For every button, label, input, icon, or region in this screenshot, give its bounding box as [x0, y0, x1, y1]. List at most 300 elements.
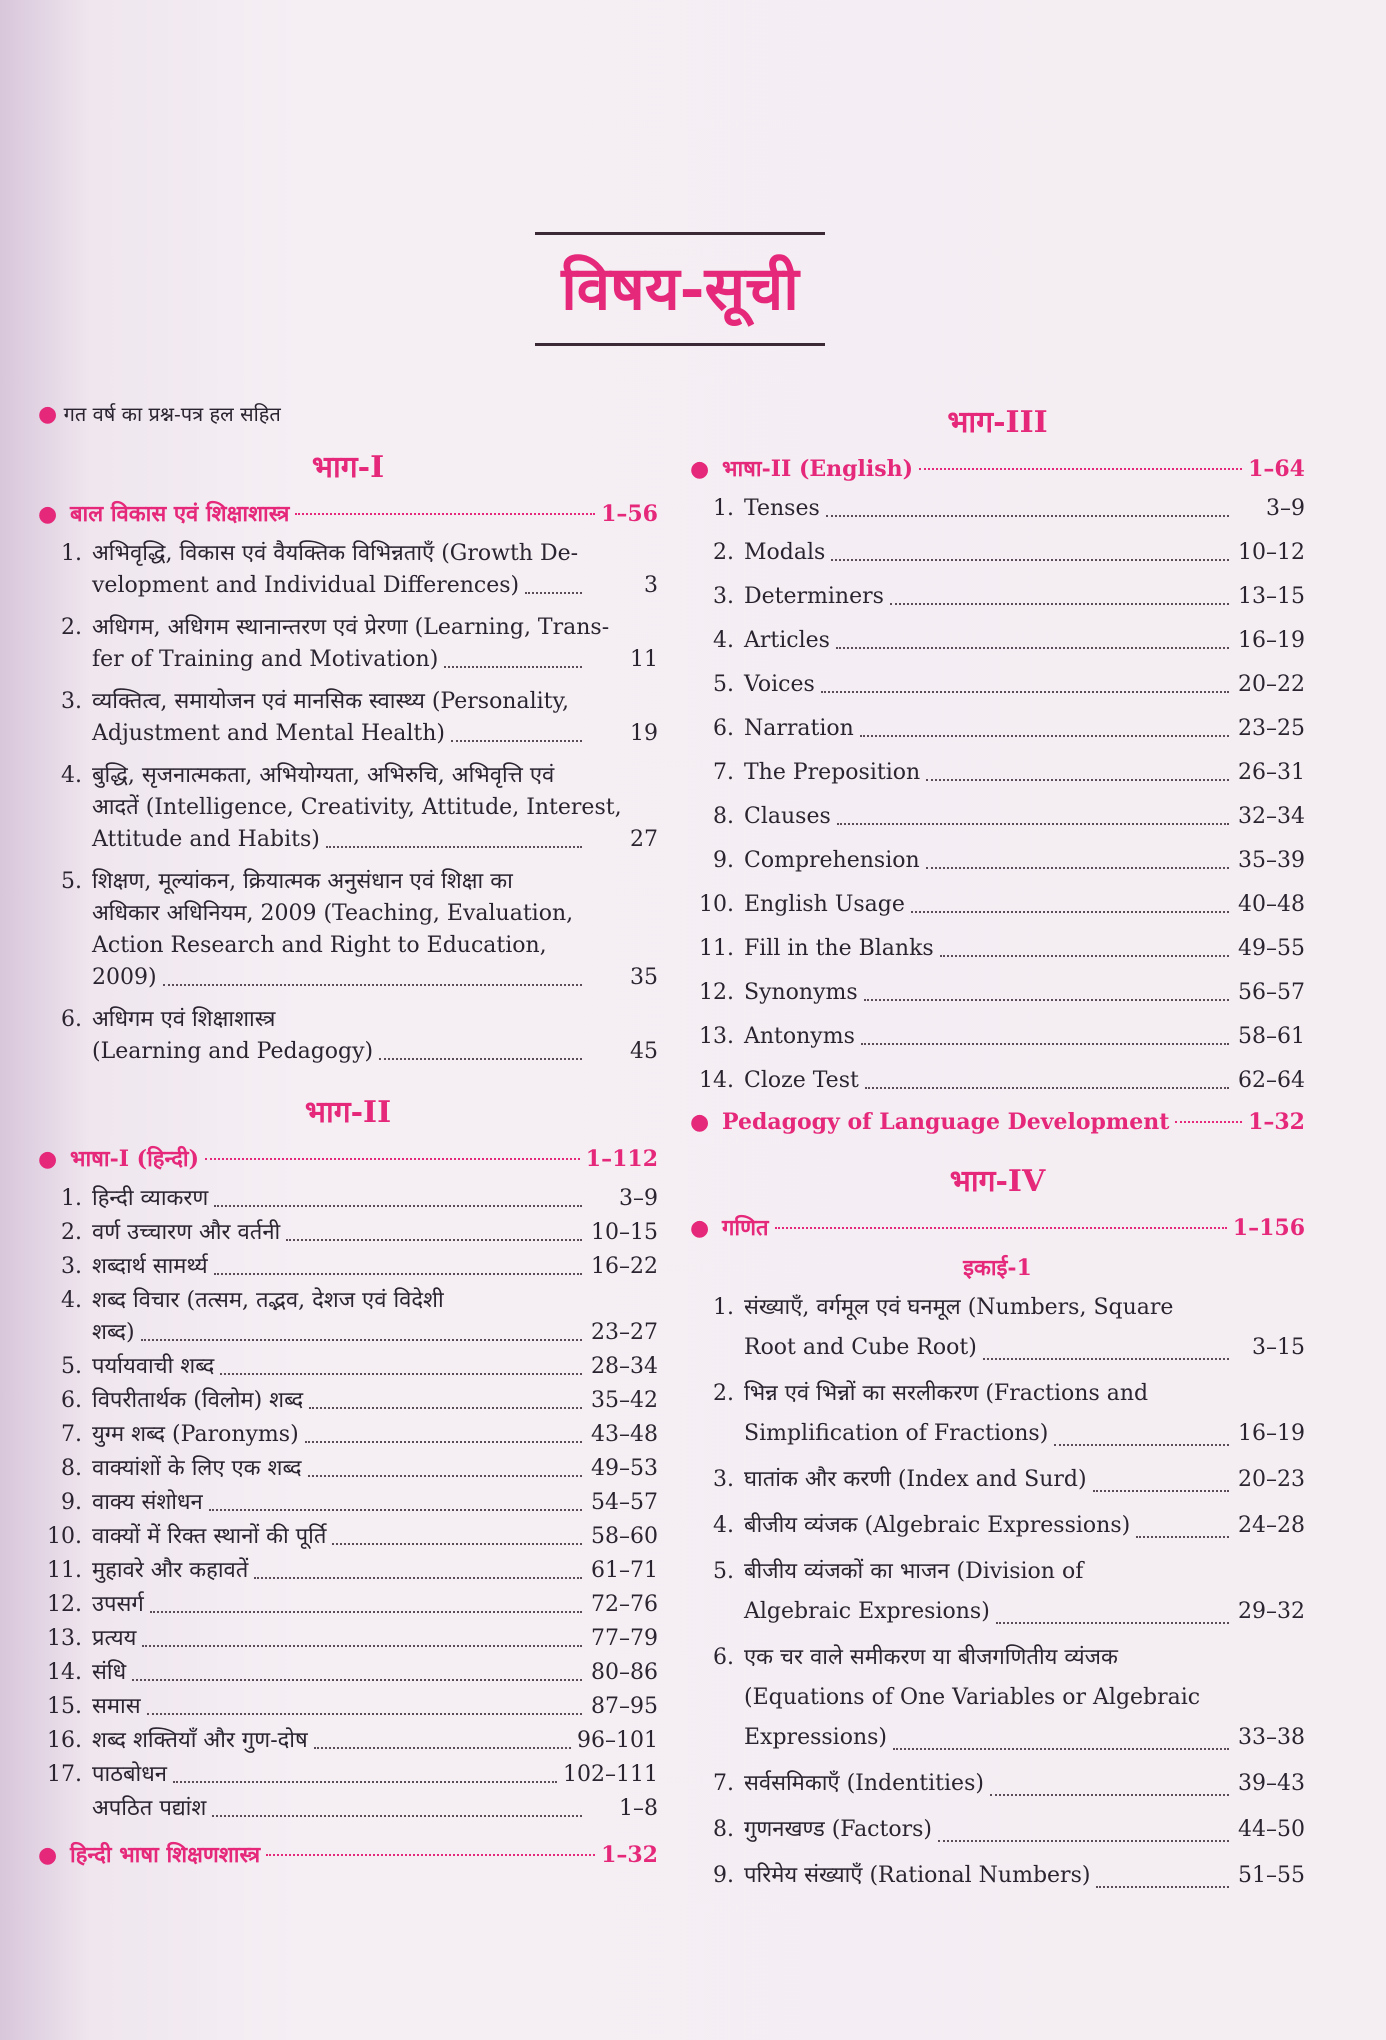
dot-leader — [983, 1358, 1229, 1360]
toc-item — [38, 1691, 658, 1723]
toc-text: वाक्यांशों के लिए एक शब्द — [92, 1456, 302, 1481]
dot-leader — [205, 1158, 580, 1160]
toc-pages: 35–39 — [1238, 848, 1305, 873]
toc-entry — [92, 866, 658, 994]
section-heading: ● गणित 1–156 — [690, 1215, 1305, 1241]
dot-leader — [775, 1227, 1227, 1229]
part-heading: भाग-III — [947, 405, 1048, 440]
toc-number: 3. — [61, 689, 82, 714]
toc-list — [690, 1288, 1305, 1896]
toc-pages: 20–23 — [1238, 1467, 1305, 1492]
toc-item — [38, 1217, 658, 1249]
toc-text: Cloze Test — [744, 1068, 859, 1093]
toc-number: 3. — [713, 1467, 734, 1492]
toc-pages: 16–22 — [591, 1254, 658, 1279]
dot-leader — [141, 1339, 582, 1341]
toc-pages: 96–101 — [577, 1728, 658, 1753]
toc-entry — [92, 1285, 658, 1349]
toc-item — [690, 889, 1305, 921]
toc-entry — [744, 933, 1305, 965]
toc-text: अधिकार अधिनियम, 2009 (Teaching, Evaluation, — [92, 901, 574, 926]
toc-number: 17. — [47, 1762, 82, 1787]
toc-pages: 35 — [630, 965, 658, 990]
dot-leader — [444, 666, 582, 668]
toc-last-line — [92, 824, 658, 856]
toc-item — [38, 1793, 658, 1825]
toc-text: शब्दार्थ सामर्थ्य — [92, 1254, 208, 1279]
toc-text: अभिवृद्धि, विकास एवं वैयक्तिक विभिन्नताएँ (Growth De- — [92, 541, 579, 566]
toc-text: Clauses — [744, 804, 831, 829]
toc-number: 12. — [47, 1592, 82, 1617]
toc-number: 6. — [713, 1645, 734, 1670]
dot-leader — [214, 1205, 582, 1207]
dot-leader — [1175, 1121, 1242, 1123]
part-heading: भाग-IV — [949, 1164, 1046, 1199]
dot-leader — [1096, 1886, 1229, 1888]
toc-text: संधि — [92, 1660, 127, 1685]
toc-pages: 49–53 — [591, 1456, 658, 1481]
toc-item — [38, 1251, 658, 1283]
title-bottom-rule — [535, 343, 825, 346]
dot-leader — [926, 779, 1229, 781]
toc-pages: 49–55 — [1238, 936, 1305, 961]
toc-entry — [92, 1453, 658, 1485]
toc-text: गुणनखण्ड (Factors) — [744, 1817, 932, 1842]
toc-text: एक चर वाले समीकरण या बीजगणितीय व्यंजक — [744, 1645, 1118, 1670]
toc-number: 6. — [61, 1007, 82, 1032]
toc-number: 13. — [47, 1626, 82, 1651]
toc-item — [38, 1004, 658, 1068]
toc-item — [38, 612, 658, 676]
toc-pages: 3–15 — [1252, 1335, 1305, 1360]
toc-number: 10. — [699, 892, 734, 917]
toc-item — [690, 537, 1305, 569]
toc-number: 10. — [47, 1524, 82, 1549]
dot-leader — [919, 468, 1242, 470]
dot-leader — [147, 1713, 582, 1715]
toc-text: बुद्धि, सृजनात्मकता, अभियोग्यता, अभिरुचि, अभिवृत्ति एवं — [92, 763, 555, 788]
toc-item — [38, 1759, 658, 1791]
toc-entry — [744, 669, 1305, 701]
dot-leader — [266, 1854, 595, 1856]
toc-text: (Equations of One Variables or Algebraic — [744, 1685, 1201, 1710]
toc-text: पाठबोधन — [92, 1762, 167, 1787]
toc-text: परिमेय संख्याएँ (Rational Numbers) — [744, 1863, 1091, 1888]
toc-entry — [92, 1419, 658, 1451]
toc-item — [38, 760, 658, 856]
toc-last-line — [744, 1460, 1305, 1500]
toc-text: युग्म शब्द (Paronyms) — [92, 1422, 299, 1447]
section-heading: ● हिन्दी भाषा शिक्षणशास्त्र 1–32 — [38, 1842, 658, 1868]
dot-leader — [861, 1043, 1229, 1045]
dot-leader — [209, 1509, 582, 1511]
dot-leader — [332, 1543, 582, 1545]
toc-number: 2. — [61, 1220, 82, 1245]
toc-pages: 62–64 — [1238, 1068, 1305, 1093]
toc-text: Modals — [744, 540, 826, 565]
toc-item — [38, 1285, 658, 1349]
toc-list — [38, 538, 658, 1068]
toc-last-line — [92, 1317, 658, 1349]
toc-last-line — [92, 570, 658, 602]
toc-pages: 58–60 — [591, 1524, 658, 1549]
toc-number: 14. — [699, 1068, 734, 1093]
toc-entry — [92, 686, 658, 750]
toc-number: 5. — [713, 1559, 734, 1584]
toc-entry — [92, 760, 658, 856]
part-heading: भाग-I — [311, 450, 385, 485]
dot-leader — [305, 1441, 582, 1443]
toc-number: 5. — [61, 1354, 82, 1379]
dot-leader — [212, 1815, 582, 1817]
toc-number: 11. — [699, 936, 734, 961]
toc-text: प्रत्यय — [92, 1626, 137, 1651]
toc-text: Tenses — [744, 496, 820, 521]
toc-entry — [92, 1759, 658, 1791]
toc-number: 3. — [61, 1254, 82, 1279]
toc-pages: 19 — [630, 721, 658, 746]
toc-entry — [92, 1217, 658, 1249]
toc-entry — [744, 1764, 1305, 1804]
bullet-icon: ● — [38, 1842, 58, 1868]
toc-item — [690, 757, 1305, 789]
bullet-icon: ● — [38, 402, 58, 427]
dot-leader — [220, 1373, 582, 1375]
bullet-icon: ● — [690, 1215, 710, 1241]
toc-entry — [744, 493, 1305, 525]
toc-item — [690, 1810, 1305, 1850]
toc-text: Expressions) — [744, 1725, 887, 1750]
dot-leader — [254, 1577, 582, 1579]
toc-item — [690, 1856, 1305, 1896]
dot-leader — [938, 1840, 1229, 1842]
toc-pages: 32–34 — [1238, 804, 1305, 829]
toc-item — [690, 1374, 1305, 1454]
toc-item — [38, 1521, 658, 1553]
toc-pages: 16–19 — [1238, 1421, 1305, 1446]
section-heading: ● भाषा-II (English) 1–64 — [690, 456, 1305, 482]
toc-pages: 61–71 — [591, 1558, 658, 1583]
toc-text: आदतें (Intelligence, Creativity, Attitude, Interest, — [92, 795, 622, 820]
toc-text: Comprehension — [744, 848, 920, 873]
toc-pages: 77–79 — [591, 1626, 658, 1651]
toc-number: 1. — [713, 496, 734, 521]
toc-item — [690, 1764, 1305, 1804]
toc-item — [690, 1288, 1305, 1368]
toc-entry — [92, 1623, 658, 1655]
toc-item — [690, 845, 1305, 877]
toc-pages: 44–50 — [1238, 1817, 1305, 1842]
toc-pages: 20–22 — [1238, 672, 1305, 697]
toc-entry — [744, 1552, 1305, 1632]
dot-leader — [1136, 1536, 1229, 1538]
toc-entry — [744, 537, 1305, 569]
dot-leader — [890, 603, 1229, 605]
dot-leader — [326, 846, 582, 848]
toc-pages: 40–48 — [1238, 892, 1305, 917]
toc-pages: 102–111 — [563, 1762, 658, 1787]
toc-item — [38, 1385, 658, 1417]
toc-pages: 39–43 — [1238, 1771, 1305, 1796]
toc-item — [38, 1487, 658, 1519]
dot-leader — [163, 984, 582, 986]
toc-item — [38, 1589, 658, 1621]
bullet-icon: ● — [38, 501, 58, 527]
toc-entry — [744, 977, 1305, 1009]
toc-pages: 16–19 — [1238, 628, 1305, 653]
toc-last-line — [744, 1856, 1305, 1896]
toc-number: 9. — [61, 1490, 82, 1515]
toc-entry — [744, 845, 1305, 877]
toc-last-line — [744, 1592, 1305, 1632]
toc-last-line — [744, 1764, 1305, 1804]
toc-text: घातांक और करणी (Index and Surd) — [744, 1467, 1087, 1492]
dot-leader — [295, 513, 595, 515]
dot-leader — [173, 1781, 557, 1783]
toc-number: 7. — [61, 1422, 82, 1447]
dot-leader — [451, 740, 582, 742]
toc-item — [38, 538, 658, 602]
toc-entry — [92, 538, 658, 602]
toc-text: मुहावरे और कहावतें — [92, 1558, 249, 1583]
toc-pages: 3–9 — [1266, 496, 1305, 521]
dot-leader — [132, 1679, 582, 1681]
toc-last-line — [744, 1328, 1305, 1368]
toc-text: Synonyms — [744, 980, 858, 1005]
toc-text: विपरीतार्थक (विलोम) शब्द — [92, 1388, 304, 1413]
dot-leader — [831, 559, 1229, 561]
dot-leader — [911, 911, 1229, 913]
toc-pages: 13–15 — [1238, 584, 1305, 609]
toc-text: भिन्न एवं भिन्नों का सरलीकरण (Fractions and — [744, 1381, 1149, 1406]
toc-text: (Learning and Pedagogy) — [92, 1039, 374, 1064]
toc-pages: 27 — [630, 827, 658, 852]
toc-number: 6. — [713, 716, 734, 741]
toc-last-line — [744, 1414, 1305, 1454]
toc-text: Action Research and Right to Education, — [92, 933, 547, 958]
toc-number: 7. — [713, 1771, 734, 1796]
toc-item — [690, 1065, 1305, 1097]
bullet-icon: ● — [690, 1109, 710, 1135]
toc-number: 6. — [61, 1388, 82, 1413]
toc-item — [38, 1453, 658, 1485]
section-heading: ● बाल विकास एवं शिक्षाशास्त्र 1–56 — [38, 501, 658, 527]
dot-leader — [826, 515, 1229, 517]
toc-entry — [92, 1004, 658, 1068]
toc-text: पर्यायवाची शब्द — [92, 1354, 215, 1379]
toc-text: English Usage — [744, 892, 905, 917]
toc-pages: 10–15 — [591, 1220, 658, 1245]
toc-number: 13. — [699, 1024, 734, 1049]
dot-leader — [926, 867, 1229, 869]
toc-last-line — [92, 1036, 658, 1068]
toc-item — [690, 1638, 1305, 1758]
toc-list — [38, 1183, 658, 1825]
toc-text: उपसर्ग — [92, 1592, 144, 1617]
toc-item — [690, 493, 1305, 525]
toc-last-line — [744, 1718, 1305, 1758]
toc-text: Determiners — [744, 584, 884, 609]
toc-entry — [744, 757, 1305, 789]
toc-entry — [92, 1251, 658, 1283]
dot-leader — [864, 999, 1229, 1001]
toc-pages: 33–38 — [1238, 1725, 1305, 1750]
toc-text: शिक्षण, मूल्यांकन, क्रियात्मक अनुसंधान एवं शिक्षा का — [92, 869, 513, 894]
toc-item — [690, 801, 1305, 833]
toc-last-line — [92, 962, 658, 994]
toc-entry — [744, 1288, 1305, 1368]
toc-entry — [744, 713, 1305, 745]
toc-number: 9. — [713, 848, 734, 873]
toc-item — [690, 1021, 1305, 1053]
toc-item — [690, 669, 1305, 701]
right-column — [690, 400, 1305, 1902]
toc-pages: 11 — [630, 647, 658, 672]
toc-text: वर्ण उच्चारण और वर्तनी — [92, 1220, 281, 1245]
toc-item — [690, 933, 1305, 965]
toc-item — [38, 1351, 658, 1383]
toc-text: व्यक्तित्व, समायोजन एवं मानसिक स्वास्थ्य (Personality, — [92, 689, 570, 714]
toc-text: वाक्यों में रिक्त स्थानों की पूर्ति — [92, 1524, 327, 1549]
toc-pages: 23–27 — [591, 1320, 658, 1345]
dot-leader — [150, 1611, 582, 1613]
toc-text: अधिगम एवं शिक्षाशास्त्र — [92, 1007, 276, 1032]
toc-text: संख्याएँ, वर्गमूल एवं घनमूल (Numbers, Square — [744, 1295, 1174, 1320]
toc-entry — [92, 612, 658, 676]
dot-leader — [940, 955, 1229, 957]
toc-entry — [744, 581, 1305, 613]
toc-number: 5. — [61, 869, 82, 894]
toc-entry — [744, 1506, 1305, 1546]
toc-last-line — [744, 1506, 1305, 1546]
toc-entry — [92, 1521, 658, 1553]
toc-number: 5. — [713, 672, 734, 697]
unit-heading: इकाई-1 — [963, 1255, 1032, 1281]
part-heading: भाग-II — [304, 1095, 392, 1130]
toc-pages: 3–9 — [619, 1186, 658, 1211]
toc-pages: 24–28 — [1238, 1513, 1305, 1538]
toc-number: 7. — [713, 760, 734, 785]
toc-entry — [92, 1351, 658, 1383]
dot-leader — [836, 647, 1229, 649]
toc-pages: 3 — [644, 573, 658, 598]
toc-pages: 29–32 — [1238, 1599, 1305, 1624]
dot-leader — [821, 691, 1229, 693]
dot-leader — [286, 1239, 582, 1241]
toc-text: Narration — [744, 716, 854, 741]
toc-number: 14. — [47, 1660, 82, 1685]
toc-pages: 10–12 — [1238, 540, 1305, 565]
toc-item — [38, 1657, 658, 1689]
section-heading: ● भाषा-I (हिन्दी) 1–112 — [38, 1146, 658, 1172]
toc-pages: 28–34 — [591, 1354, 658, 1379]
toc-pages: 51–55 — [1238, 1863, 1305, 1888]
toc-entry — [92, 1183, 658, 1215]
toc-number: 4. — [61, 763, 82, 788]
toc-number: 8. — [713, 1817, 734, 1842]
toc-text: Adjustment and Mental Health) — [92, 721, 445, 746]
toc-pages: 80–86 — [591, 1660, 658, 1685]
dot-leader — [314, 1747, 571, 1749]
dot-leader — [214, 1273, 582, 1275]
title-top-rule — [535, 232, 825, 235]
dot-leader — [865, 1087, 1229, 1089]
toc-item — [690, 1506, 1305, 1546]
left-column — [38, 400, 658, 1879]
toc-entry — [92, 1657, 658, 1689]
toc-text: शब्द) — [92, 1320, 135, 1345]
dot-leader — [860, 735, 1229, 737]
toc-entry — [744, 801, 1305, 833]
toc-text: सर्वसमिकाएँ (Indentities) — [744, 1771, 984, 1796]
toc-entry — [92, 1793, 658, 1825]
toc-number: 11. — [47, 1558, 82, 1583]
toc-text: शब्द शक्तियाँ और गुण-दोष — [92, 1728, 308, 1753]
dot-leader — [893, 1748, 1229, 1750]
toc-last-line — [92, 718, 658, 750]
toc-text: Fill in the Blanks — [744, 936, 934, 961]
toc-number: 2. — [713, 540, 734, 565]
page-title: विषय-सूची — [561, 254, 799, 324]
toc-text: velopment and Individual Differences) — [92, 573, 520, 598]
note: ● गत वर्ष का प्रश्न-पत्र हल सहित — [38, 402, 281, 427]
toc-pages: 1–8 — [619, 1796, 658, 1821]
dot-leader — [837, 823, 1229, 825]
dot-leader — [308, 1475, 583, 1477]
toc-pages: 58–61 — [1238, 1024, 1305, 1049]
toc-number: 4. — [713, 628, 734, 653]
bullet-icon: ● — [38, 1146, 58, 1172]
toc-last-line — [744, 1810, 1305, 1850]
toc-number: 15. — [47, 1694, 82, 1719]
toc-item — [690, 977, 1305, 1009]
toc-entry — [744, 1065, 1305, 1097]
toc-pages: 87–95 — [591, 1694, 658, 1719]
toc-entry — [744, 1021, 1305, 1053]
toc-number: 2. — [61, 615, 82, 640]
toc-pages: 23–25 — [1238, 716, 1305, 741]
toc-number: 1. — [61, 1186, 82, 1211]
toc-pages: 72–76 — [591, 1592, 658, 1617]
section-heading: ● Pedagogy of Language Development 1–32 — [690, 1109, 1305, 1135]
toc-number: 8. — [713, 804, 734, 829]
toc-text: बीजीय व्यंजक (Algebraic Expressions) — [744, 1513, 1131, 1538]
toc-item — [690, 625, 1305, 657]
toc-text: अधिगम, अधिगम स्थानान्तरण एवं प्रेरणा (Learning, Trans- — [92, 615, 610, 640]
toc-item — [38, 866, 658, 994]
toc-entry — [744, 1638, 1305, 1758]
toc-item — [38, 1419, 658, 1451]
toc-pages: 54–57 — [591, 1490, 658, 1515]
toc-number: 4. — [61, 1288, 82, 1313]
toc-text: Algebraic Expresions) — [744, 1599, 990, 1624]
toc-entry — [92, 1691, 658, 1723]
toc-number: 9. — [713, 1863, 734, 1888]
toc-entry — [744, 889, 1305, 921]
toc-entry — [92, 1487, 658, 1519]
toc-text: Voices — [744, 672, 815, 697]
toc-text: हिन्दी व्याकरण — [92, 1186, 209, 1211]
toc-text: Attitude and Habits) — [92, 827, 320, 852]
toc-entry — [92, 1589, 658, 1621]
toc-text: 2009) — [92, 965, 157, 990]
toc-number: 3. — [713, 584, 734, 609]
toc-number: 16. — [47, 1728, 82, 1753]
toc-item — [690, 713, 1305, 745]
toc-item — [38, 1725, 658, 1757]
toc-item — [690, 1552, 1305, 1632]
toc-entry — [92, 1555, 658, 1587]
